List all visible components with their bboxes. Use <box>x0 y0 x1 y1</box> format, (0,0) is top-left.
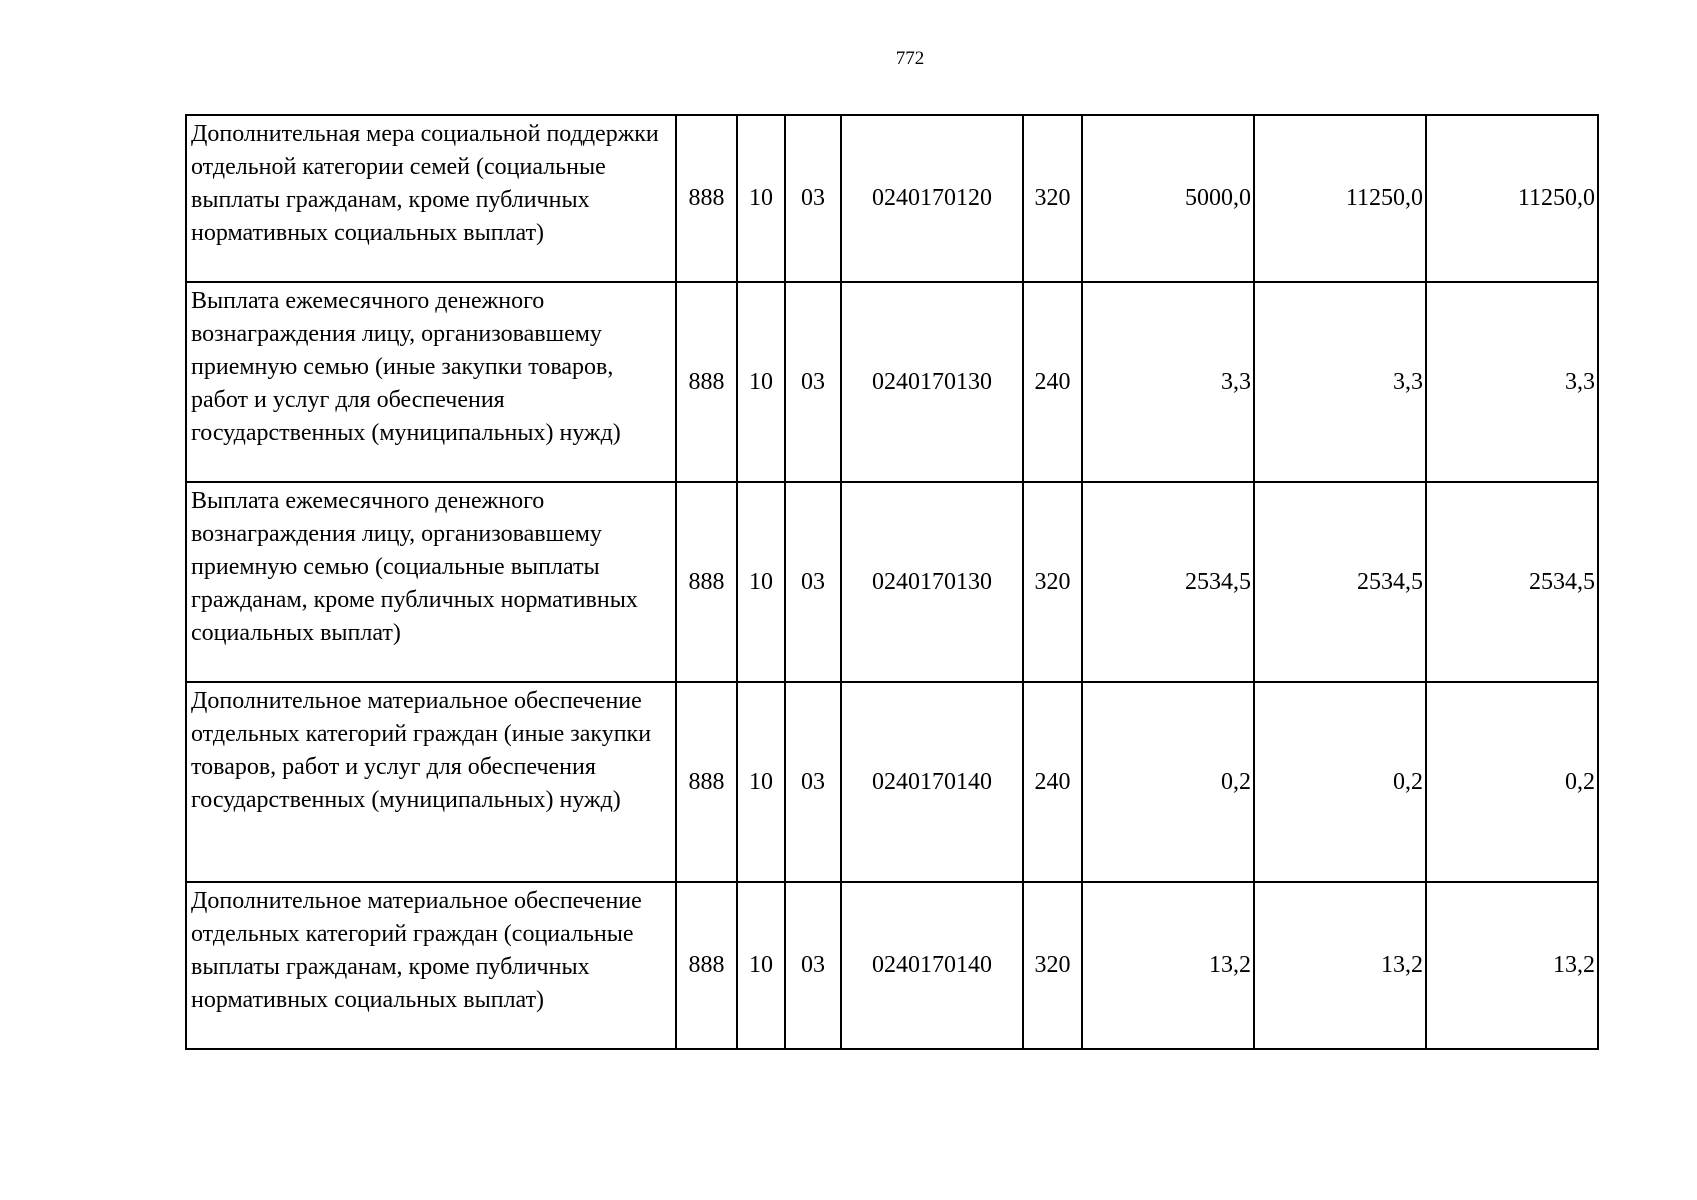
amount-1: 5000,0 <box>1082 115 1254 282</box>
expense-type-code: 320 <box>1023 882 1082 1049</box>
expense-type-code: 320 <box>1023 482 1082 682</box>
subsection-code: 03 <box>785 482 841 682</box>
amount-1: 2534,5 <box>1082 482 1254 682</box>
budget-table <box>185 114 1599 1050</box>
expense-type-code: 320 <box>1023 115 1082 282</box>
row-description: Дополнительное материальное обеспечение отдельных категорий граждан (иные закупки товаров, работ и услуг для обеспечения государственных (муниципальных) нужд) <box>186 682 676 882</box>
table-row <box>186 282 1598 482</box>
amount-2: 2534,5 <box>1254 482 1426 682</box>
page-number: 772 <box>895 48 925 69</box>
ministry-code: 888 <box>676 682 737 882</box>
target-article-code: 0240170130 <box>841 482 1023 682</box>
target-article-code: 0240170140 <box>841 882 1023 1049</box>
row-description: Дополнительная мера социальной поддержки отдельной категории семей (социальные выплаты гражданам, кроме публичных нормативных социальных выплат) <box>186 115 676 282</box>
amount-1: 13,2 <box>1082 882 1254 1049</box>
table-row <box>186 682 1598 882</box>
target-article-code: 0240170120 <box>841 115 1023 282</box>
expense-type-code: 240 <box>1023 682 1082 882</box>
table-row <box>186 882 1598 1049</box>
row-description: Выплата ежемесячного денежного вознаграждения лицу, организовавшему приемную семью (социальные выплаты гражданам, кроме публичных нормативных социальных выплат) <box>186 482 676 682</box>
ministry-code: 888 <box>676 482 737 682</box>
amount-3: 0,2 <box>1426 682 1598 882</box>
subsection-code: 03 <box>785 115 841 282</box>
section-code: 10 <box>737 682 785 882</box>
amount-2: 11250,0 <box>1254 115 1426 282</box>
table-row <box>186 115 1598 282</box>
target-article-code: 0240170140 <box>841 682 1023 882</box>
ministry-code: 888 <box>676 882 737 1049</box>
amount-1: 0,2 <box>1082 682 1254 882</box>
expense-type-code: 240 <box>1023 282 1082 482</box>
ministry-code: 888 <box>676 115 737 282</box>
amount-3: 3,3 <box>1426 282 1598 482</box>
amount-2: 3,3 <box>1254 282 1426 482</box>
section-code: 10 <box>737 482 785 682</box>
amount-3: 11250,0 <box>1426 115 1598 282</box>
subsection-code: 03 <box>785 882 841 1049</box>
section-code: 10 <box>737 115 785 282</box>
section-code: 10 <box>737 882 785 1049</box>
row-description: Дополнительное материальное обеспечение отдельных категорий граждан (социальные выплаты гражданам, кроме публичных нормативных социальных выплат) <box>186 882 676 1049</box>
subsection-code: 03 <box>785 282 841 482</box>
target-article-code: 0240170130 <box>841 282 1023 482</box>
amount-1: 3,3 <box>1082 282 1254 482</box>
amount-3: 2534,5 <box>1426 482 1598 682</box>
table-row <box>186 482 1598 682</box>
row-description: Выплата ежемесячного денежного вознаграждения лицу, организовавшему приемную семью (иные закупки товаров, работ и услуг для обеспечения государственных (муниципальных) нужд) <box>186 282 676 482</box>
ministry-code: 888 <box>676 282 737 482</box>
amount-3: 13,2 <box>1426 882 1598 1049</box>
amount-2: 0,2 <box>1254 682 1426 882</box>
section-code: 10 <box>737 282 785 482</box>
amount-2: 13,2 <box>1254 882 1426 1049</box>
subsection-code: 03 <box>785 682 841 882</box>
